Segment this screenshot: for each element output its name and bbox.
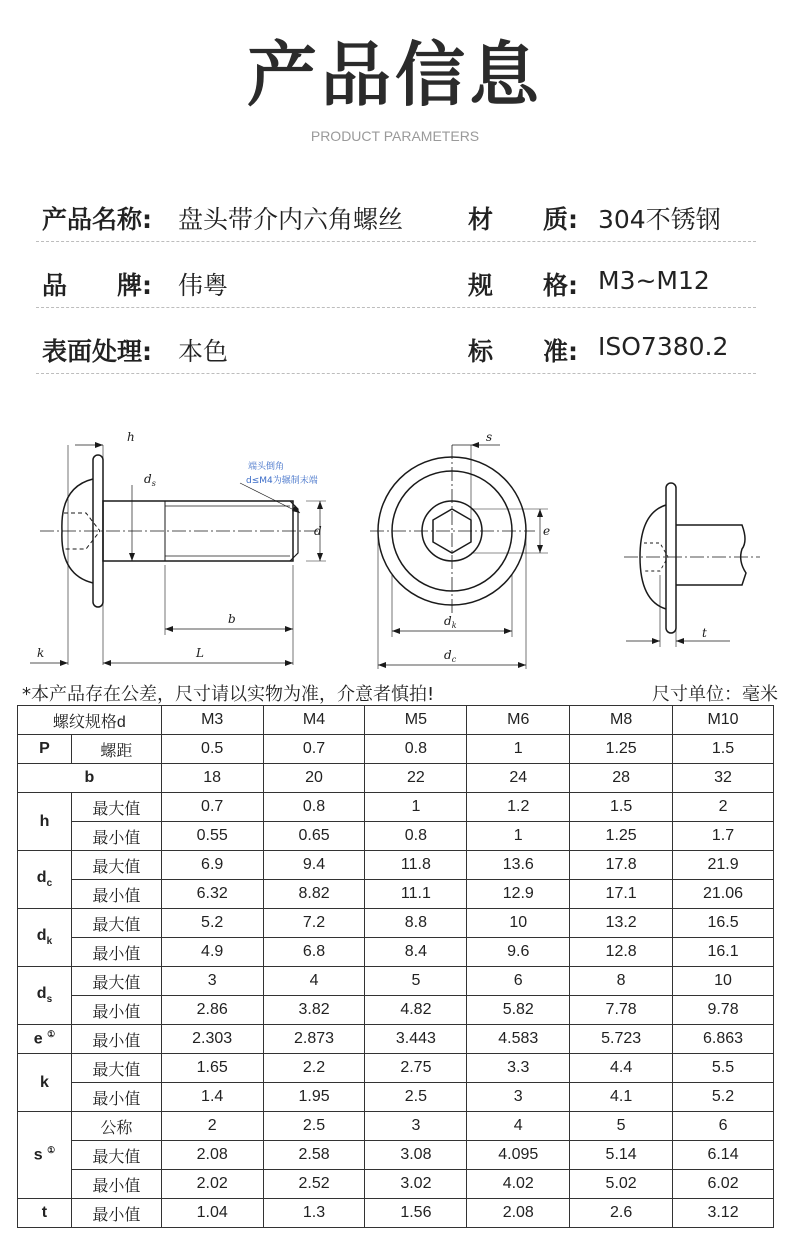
table-cell: 8 [570, 967, 673, 996]
spec-label: 规 格: [468, 271, 578, 300]
sub-label: 最大值 [71, 793, 161, 822]
param-label: b [18, 764, 162, 793]
surface-label: 表面处理: [42, 337, 152, 366]
size-header: M8 [570, 706, 673, 735]
param-label: h [18, 793, 72, 851]
param-label: s ① [18, 1112, 72, 1199]
brand-label: 品 牌: [42, 271, 152, 300]
table-cell: 4.1 [570, 1083, 673, 1112]
standard-value: ISO7380.2 [598, 332, 729, 361]
table-cell: 2.08 [467, 1199, 570, 1228]
table-cell: 0.8 [263, 793, 365, 822]
table-cell: 0.55 [161, 822, 263, 851]
partial-flange [666, 483, 676, 633]
table-cell: 1.4 [161, 1083, 263, 1112]
material-value: 304不锈钢 [598, 205, 721, 234]
table-cell: 2 [161, 1112, 263, 1141]
table-cell: 21.9 [673, 851, 774, 880]
table-row [18, 880, 774, 909]
table-cell: 7.78 [570, 996, 673, 1025]
table-cell: 11.8 [365, 851, 467, 880]
sub-label: 公称 [71, 1112, 161, 1141]
table-cell: 1.3 [263, 1199, 365, 1228]
table-cell: 4.9 [161, 938, 263, 967]
size-header: M4 [263, 706, 365, 735]
table-cell: 2.52 [263, 1170, 365, 1199]
leader-chamfer [240, 483, 300, 513]
table-cell: 3.82 [263, 996, 365, 1025]
table-row [18, 909, 774, 938]
table-row [18, 706, 774, 735]
table-cell: 1.25 [570, 735, 673, 764]
spec-value: M3~M12 [598, 266, 710, 295]
page-title: 产品信息 [247, 34, 543, 116]
material-label: 材 质: [468, 205, 578, 234]
table-row [18, 822, 774, 851]
table-cell: 2.86 [161, 996, 263, 1025]
label-ds: $d_s$ [144, 472, 156, 488]
table-cell: 1 [365, 793, 467, 822]
table-row [18, 996, 774, 1025]
table-row [18, 1199, 774, 1228]
table-cell: 6.32 [161, 880, 263, 909]
header-cell: 螺纹规格d [18, 706, 162, 735]
table-cell: 3.08 [365, 1141, 467, 1170]
chamfer-note-line1: 端头倒角 [248, 462, 285, 472]
label-d: d [314, 524, 322, 538]
table-cell: 4.4 [570, 1054, 673, 1083]
technical-drawing [0, 425, 790, 675]
page-subtitle: PRODUCT PARAMETERS [310, 128, 480, 144]
table-cell: 2.02 [161, 1170, 263, 1199]
table-cell: 9.78 [673, 996, 774, 1025]
table-cell: 6 [673, 1112, 774, 1141]
table-row [18, 1112, 774, 1141]
size-header: M3 [161, 706, 263, 735]
table-cell: 5.02 [570, 1170, 673, 1199]
table-cell: 4 [263, 967, 365, 996]
table-cell: 2.2 [263, 1054, 365, 1083]
chamfer-note-line2: d≤M4为辗制末端 [246, 476, 318, 486]
table-cell: 0.7 [263, 735, 365, 764]
table-cell: 5.5 [673, 1054, 774, 1083]
product-name-label: 产品名称: [42, 205, 152, 234]
table-cell: 4 [467, 1112, 570, 1141]
table-cell: 1.65 [161, 1054, 263, 1083]
table-cell: 28 [570, 764, 673, 793]
sub-label: 最大值 [71, 967, 161, 996]
table-cell: 5.14 [570, 1141, 673, 1170]
sub-label: 最大值 [71, 851, 161, 880]
brand-value: 伟粤 [178, 271, 229, 300]
sub-label: 螺距 [71, 735, 161, 764]
table-cell: 3.443 [365, 1025, 467, 1054]
table-cell: 1.5 [673, 735, 774, 764]
sub-label: 最大值 [71, 1054, 161, 1083]
sub-label: 最小值 [71, 1083, 161, 1112]
table-cell: 21.06 [673, 880, 774, 909]
table-cell: 3.12 [673, 1199, 774, 1228]
info-row-name-material [36, 186, 756, 242]
table-row [18, 1141, 774, 1170]
sub-label: 最小值 [71, 880, 161, 909]
table-cell: 5.2 [673, 1083, 774, 1112]
table-row [18, 1083, 774, 1112]
table-cell: 3.3 [467, 1054, 570, 1083]
label-dc: $d_c$ [444, 648, 457, 664]
table-cell: 10 [467, 909, 570, 938]
table-row [18, 851, 774, 880]
table-row [18, 1025, 774, 1054]
table-cell: 6.8 [263, 938, 365, 967]
table-cell: 12.9 [467, 880, 570, 909]
table-cell: 8.4 [365, 938, 467, 967]
table-cell: 1.7 [673, 822, 774, 851]
table-cell: 5 [570, 1112, 673, 1141]
label-h: h [127, 430, 135, 444]
size-header: M10 [673, 706, 774, 735]
table-row [18, 967, 774, 996]
tolerance-note: *本产品存在公差，尺寸请以实物为准，介意者慎拍! [22, 684, 435, 705]
table-cell: 22 [365, 764, 467, 793]
param-label: $d_c$ [18, 851, 72, 909]
label-e: e [543, 524, 551, 538]
table-cell: 2.75 [365, 1054, 467, 1083]
table-cell: 16.5 [673, 909, 774, 938]
size-header: M5 [365, 706, 467, 735]
table-cell: 6.9 [161, 851, 263, 880]
label-l: L [196, 646, 204, 660]
spec-table [17, 705, 774, 1228]
param-label: P [18, 735, 72, 764]
table-cell: 16.1 [673, 938, 774, 967]
table-row [18, 735, 774, 764]
table-cell: 9.4 [263, 851, 365, 880]
table-row [18, 1170, 774, 1199]
table-row [18, 1054, 774, 1083]
table-cell: 2.6 [570, 1199, 673, 1228]
unit-note: 尺寸单位：毫米 [652, 684, 778, 705]
sub-label: 最小值 [71, 996, 161, 1025]
param-label: t [18, 1199, 72, 1228]
standard-label: 标 准: [468, 337, 578, 366]
table-cell: 1.95 [263, 1083, 365, 1112]
table-cell: 32 [673, 764, 774, 793]
table-cell: 13.2 [570, 909, 673, 938]
sub-label: 最小值 [71, 822, 161, 851]
table-cell: 0.5 [161, 735, 263, 764]
sub-label: 最小值 [71, 1025, 161, 1054]
table-cell: 12.8 [570, 938, 673, 967]
label-t: t [702, 626, 707, 640]
info-row-surface-standard [36, 318, 756, 374]
label-dk: $d_k$ [444, 614, 457, 630]
table-cell: 4.583 [467, 1025, 570, 1054]
partial-shank [676, 525, 746, 585]
table-cell: 17.8 [570, 851, 673, 880]
table-cell: 5.82 [467, 996, 570, 1025]
table-row [18, 764, 774, 793]
table-cell: 3.02 [365, 1170, 467, 1199]
table-cell: 6.02 [673, 1170, 774, 1199]
sub-label: 最大值 [71, 909, 161, 938]
info-row-brand-spec [36, 252, 756, 308]
table-cell: 0.8 [365, 822, 467, 851]
table-cell: 17.1 [570, 880, 673, 909]
table-cell: 2 [673, 793, 774, 822]
label-s: s [486, 430, 493, 444]
table-cell: 4.02 [467, 1170, 570, 1199]
table-cell: 24 [467, 764, 570, 793]
size-header: M6 [467, 706, 570, 735]
table-cell: 6.14 [673, 1141, 774, 1170]
table-cell: 1.25 [570, 822, 673, 851]
table-cell: 2.5 [263, 1112, 365, 1141]
table-cell: 9.6 [467, 938, 570, 967]
table-cell: 1.04 [161, 1199, 263, 1228]
table-row [18, 793, 774, 822]
table-cell: 20 [263, 764, 365, 793]
table-cell: 2.58 [263, 1141, 365, 1170]
table-cell: 4.095 [467, 1141, 570, 1170]
label-k: k [37, 646, 45, 660]
product-name-value: 盘头带介内六角螺丝 [178, 205, 404, 234]
table-cell: 0.7 [161, 793, 263, 822]
sub-label: 最小值 [71, 1199, 161, 1228]
table-cell: 1.5 [570, 793, 673, 822]
param-label: $d_s$ [18, 967, 72, 1025]
table-cell: 2.873 [263, 1025, 365, 1054]
table-cell: 10 [673, 967, 774, 996]
table-cell: 2.303 [161, 1025, 263, 1054]
param-label: k [18, 1054, 72, 1112]
table-cell: 8.8 [365, 909, 467, 938]
table-cell: 1.56 [365, 1199, 467, 1228]
table-cell: 11.1 [365, 880, 467, 909]
surface-value: 本色 [178, 337, 229, 366]
sub-label: 最大值 [71, 1141, 161, 1170]
table-cell: 18 [161, 764, 263, 793]
table-cell: 2.5 [365, 1083, 467, 1112]
table-cell: 8.82 [263, 880, 365, 909]
table-cell: 5.723 [570, 1025, 673, 1054]
table-cell: 5 [365, 967, 467, 996]
sub-label: 最小值 [71, 1170, 161, 1199]
table-cell: 3 [365, 1112, 467, 1141]
table-cell: 5.2 [161, 909, 263, 938]
table-cell: 4.82 [365, 996, 467, 1025]
table-cell: 7.2 [263, 909, 365, 938]
table-row [18, 938, 774, 967]
param-label: $d_k$ [18, 909, 72, 967]
sub-label: 最小值 [71, 938, 161, 967]
table-cell: 1 [467, 822, 570, 851]
table-cell: 0.8 [365, 735, 467, 764]
table-cell: 0.65 [263, 822, 365, 851]
label-b: b [228, 612, 236, 626]
table-cell: 13.6 [467, 851, 570, 880]
table-cell: 3 [467, 1083, 570, 1112]
table-cell: 2.08 [161, 1141, 263, 1170]
table-cell: 1.2 [467, 793, 570, 822]
table-cell: 1 [467, 735, 570, 764]
table-cell: 6 [467, 967, 570, 996]
param-label: e ① [18, 1025, 72, 1054]
table-cell: 3 [161, 967, 263, 996]
table-cell: 6.863 [673, 1025, 774, 1054]
